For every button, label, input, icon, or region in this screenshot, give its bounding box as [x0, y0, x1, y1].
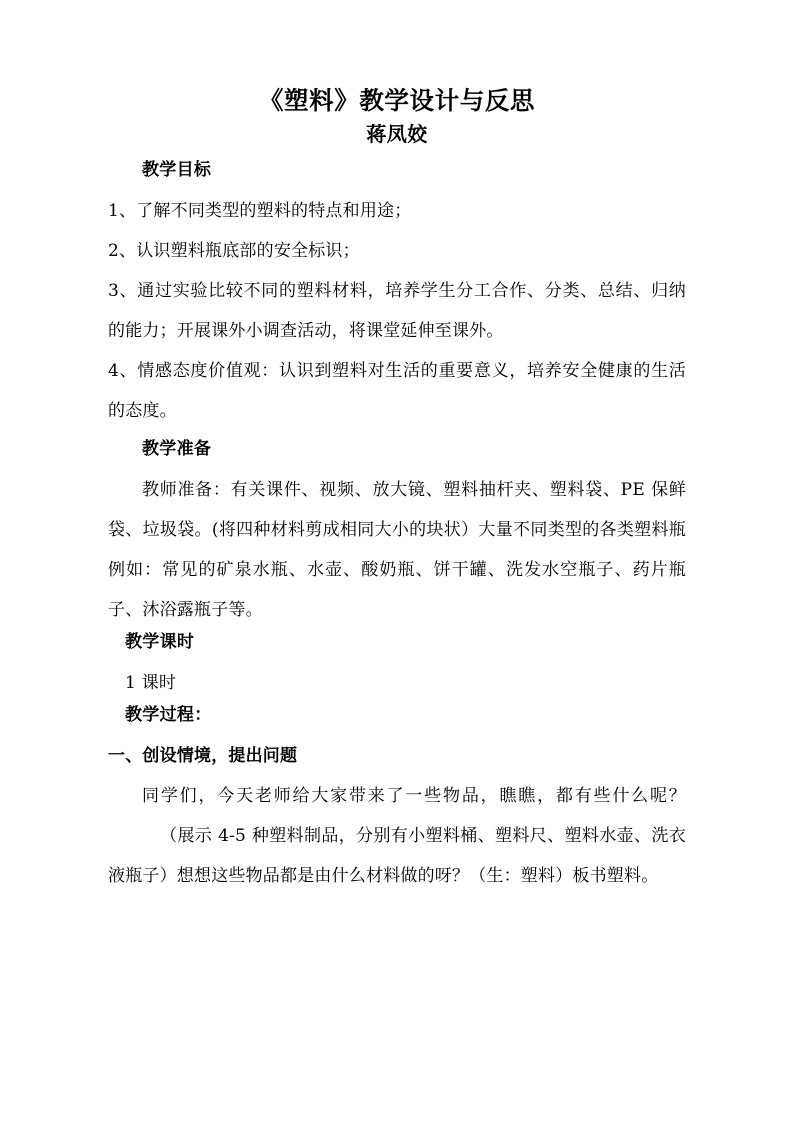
section-heading-preparation: 教学准备	[142, 438, 212, 459]
page-title: 《塑料》教学设计与反思	[258, 86, 536, 115]
class-hours-body: 1 课时	[125, 672, 177, 693]
objective-item-2: 2、认识塑料瓶底部的安全标识；	[108, 240, 360, 261]
document-author: 蒋凤姣	[366, 121, 428, 146]
section-heading-class-hours: 教学课时	[125, 631, 195, 652]
process-step-one-text-b: （展示 4-5 种塑料制品，分别有小塑料桶、塑料尺、塑料水壶、洗衣液瓶子）想想这些物品都是由什么材料做的呀？（生：塑料）板书塑料。	[108, 825, 686, 886]
objective-item-3: 3、通过实验比较不同的塑料材料，培养学生分工合作、分类、总结、归纳的能力；开展课外小调查活动，将课堂延伸至课外。	[108, 280, 686, 341]
section-heading-process: 教学过程：	[125, 704, 212, 725]
objective-item-4: 4、情感态度价值观：认识到塑料对生活的重要意义，培养安全健康的生活的态度。	[108, 360, 686, 421]
objective-item-1: 1、了解不同类型的塑料的特点和用途；	[108, 200, 412, 221]
process-step-one-paragraph-a	[108, 776, 686, 896]
preparation-body: 教师准备：有关课件、视频、放大镜、塑料抽杆夹、塑料袋、PE 保鲜袋、垃圾袋。(将四种材料剪成相同大小的块状）大量不同类型的各类塑料瓶例如：常见的矿泉水瓶、水壶、酸奶瓶、饼干罐、洗发水空瓶子、药片瓶子、沐浴露瓶子等。	[108, 479, 686, 620]
process-step-one-text-a: 同学们，今天老师给大家带来了一些物品，瞧瞧，都有些什么呢？	[142, 785, 686, 806]
process-step-one-heading: 一、创设情境，提出问题	[108, 745, 298, 766]
section-heading-objectives: 教学目标	[142, 159, 212, 180]
